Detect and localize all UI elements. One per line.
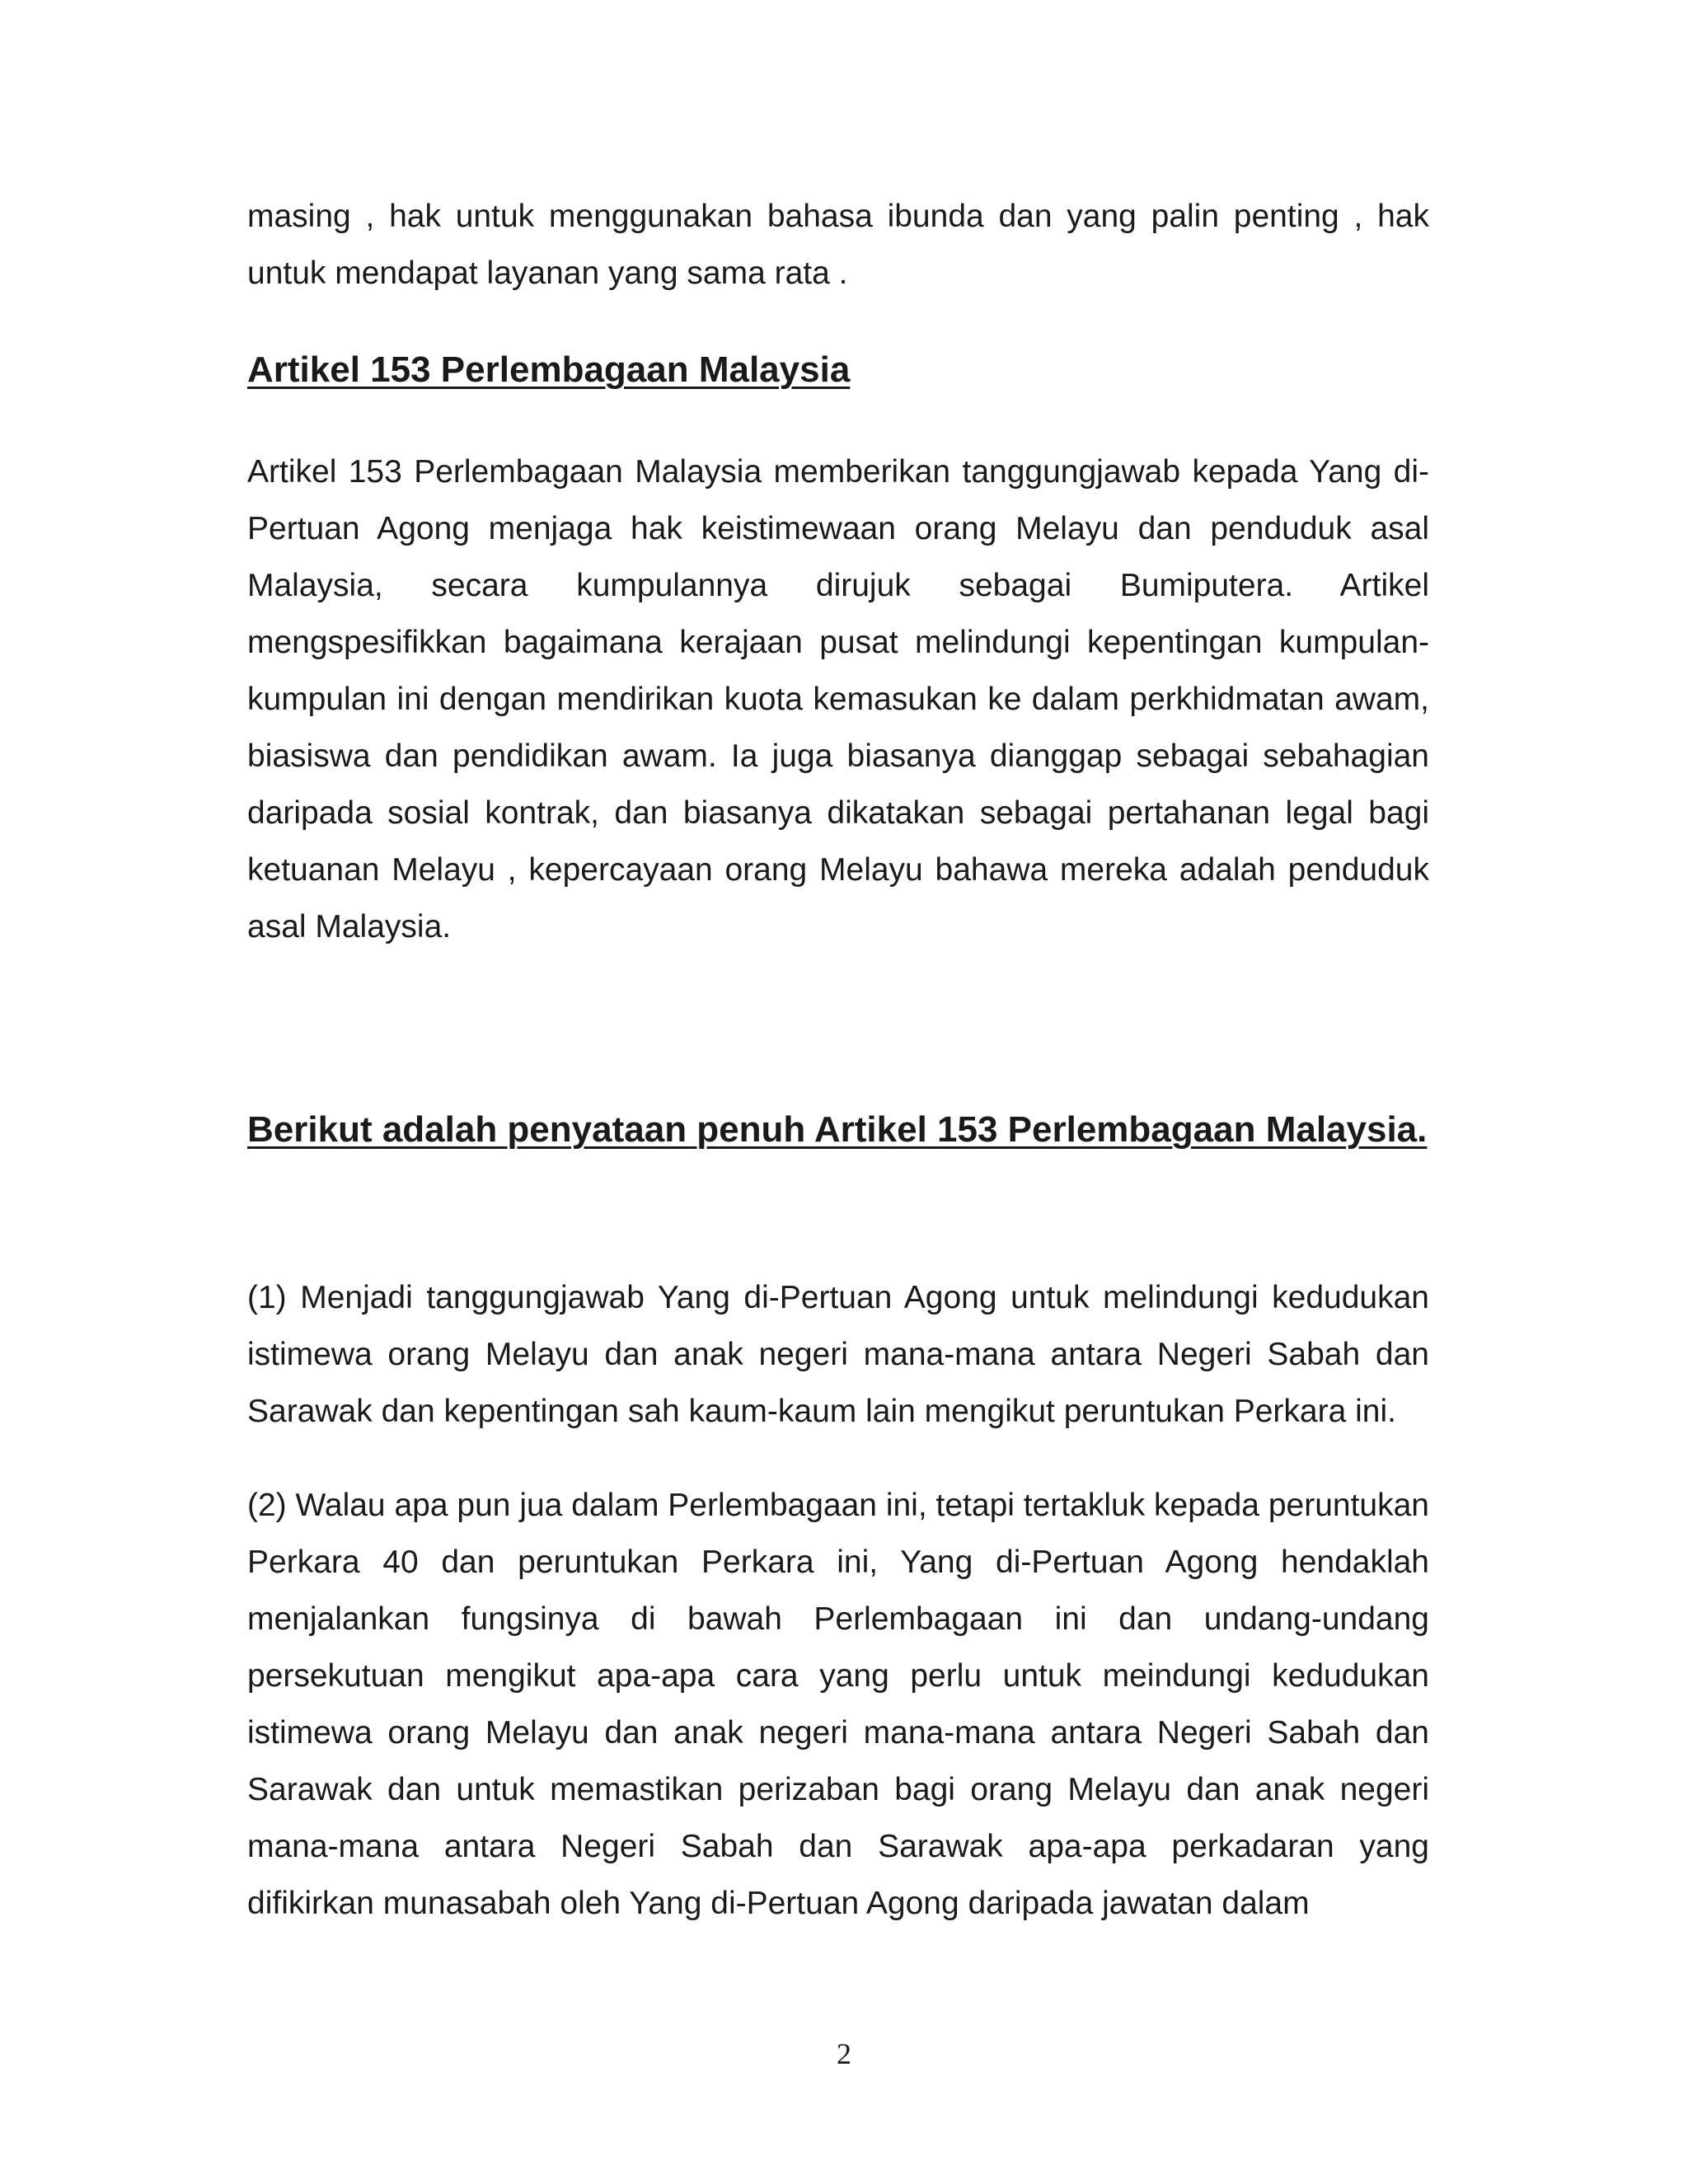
artikel-153-paragraph: Artikel 153 Perlembagaan Malaysia memberikan tanggungjawab kepada Yang di-Pertuan Agong menjaga hak keistimewaan orang Melayu dan penduduk asal Malaysia, secara kumpulannya dirujuk sebagai Bumiputera. Artikel mengspesifikkan bagaimana kerajaan pusat melindungi kepentingan kumpulan-kumpulan ini dengan mendirikan kuota kemasukan ke dalam perkhidmatan awam, biasiswa dan pendidikan awam. Ia juga biasanya dianggap sebagai sebahagian daripada sosial kontrak, dan biasanya dikatakan sebagai pertahanan legal bagi ketuanan Melayu , kepercayaan orang Melayu bahawa mereka adalah penduduk asal Malaysia. (247, 454, 1429, 944)
page-number: 2 (837, 2037, 851, 2070)
clause-1-paragraph: (1) Menjadi tanggungjawab Yang di-Pertuan Agong untuk melindungi kedudukan istimewa orang Melayu dan anak negeri mana-mana antara Negeri Sabah dan Sarawak dan kepentingan sah kaum-kaum lain mengikut peruntukan Perkara ini. (247, 1280, 1429, 1429)
clause-2-paragraph: (2) Walau apa pun jua dalam Perlembagaan ini, tetapi tertakluk kepada peruntukan Perkara 40 dan peruntukan Perkara ini, Yang di-Pertuan Agong hendaklah menjalankan fungsinya di bawah Perlembagaan ini dan undang-undang persekutuan mengikut apa-apa cara yang perlu untuk meindungi kedudukan istimewa orang Melayu dan anak negeri mana-mana antara Negeri Sabah dan Sarawak dan untuk memastikan perizaban bagi orang Melayu dan anak negeri mana-mana antara Negeri Sabah dan Sarawak apa-apa perkadaran yang difikirkan munasabah oleh Yang di-Pertuan Agong daripada jawatan dalam (247, 1488, 1429, 1921)
section-heading-artikel-153: Artikel 153 Perlembagaan Malaysia (247, 349, 851, 390)
section-heading-full-statement: Berikut adalah penyataan penuh Artikel 153 Perlembagaan Malaysia. (247, 1109, 1428, 1150)
document-page (247, 0, 1429, 2184)
intro-paragraph: masing , hak untuk menggunakan bahasa ibunda dan yang palin penting , hak untuk mendapat layanan yang sama rata . (247, 199, 1429, 291)
